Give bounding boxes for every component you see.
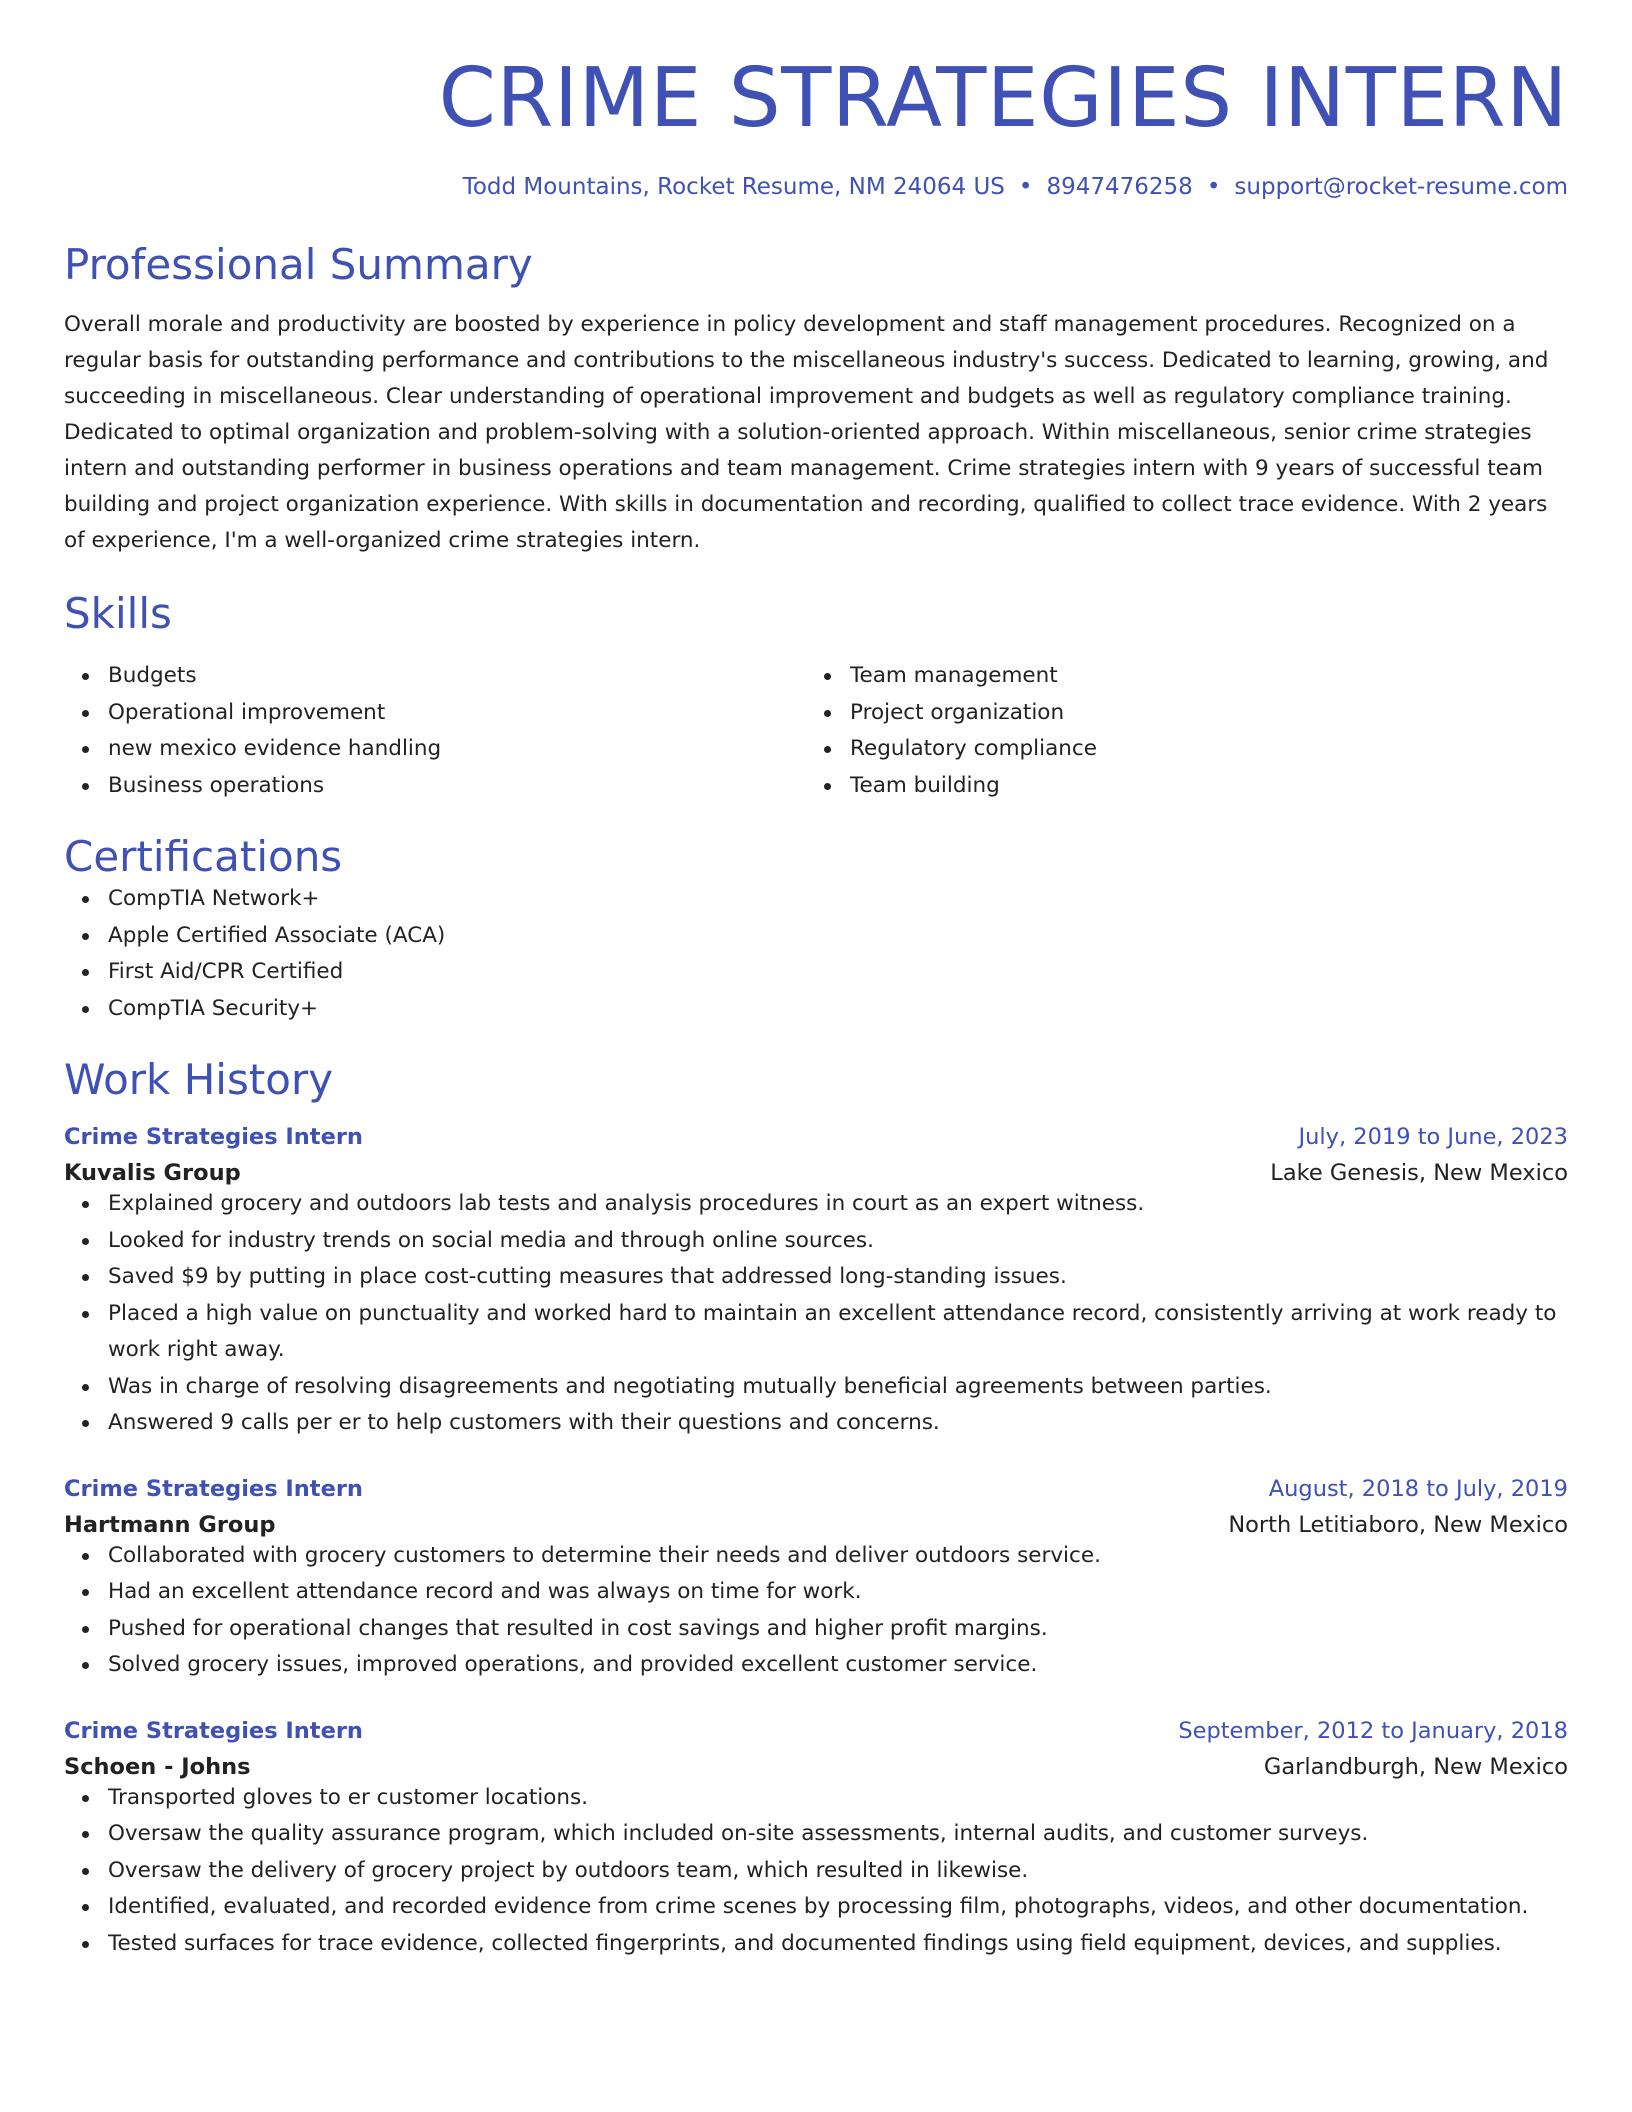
contact-address: Todd Mountains, Rocket Resume, NM 24064 US (462, 174, 1005, 200)
job-bullet: Tested surfaces for trace evidence, collected fingerprints, and documented findings using field equipment, devices, and supplies. (108, 1926, 1568, 1963)
job-bullet-list (64, 1186, 1568, 1442)
job-bullet: Explained grocery and outdoors lab tests and analysis procedures in court as an expert witness. (108, 1186, 1568, 1223)
job-header-row (64, 1476, 1568, 1502)
skills-heading: Skills (64, 589, 172, 638)
contact-separator: • (1018, 174, 1033, 200)
skill-item: Business operations (108, 768, 806, 805)
job-bullet: Collaborated with grocery customers to determine their needs and deliver outdoors service. (108, 1538, 1568, 1575)
skill-item: Project organization (850, 695, 1548, 732)
skill-item: Operational improvement (108, 695, 806, 732)
certification-item: CompTIA Security+ (108, 991, 1568, 1028)
skills-list-right (806, 658, 1548, 804)
job-bullet: Saved $9 by putting in place cost-cutting measures that addressed long-standing issues. (108, 1259, 1568, 1296)
job-company: Schoen - Johns (64, 1753, 251, 1780)
job-position: Crime Strategies Intern (64, 1475, 363, 1502)
job-bullet: Looked for industry trends on social media and through online sources. (108, 1223, 1568, 1260)
skills-column-right (806, 658, 1548, 804)
certification-item: CompTIA Network+ (108, 881, 1568, 918)
skill-item: Team management (850, 658, 1548, 695)
job-location: Lake Genesis, New Mexico (1270, 1160, 1568, 1186)
skills-list-left (64, 658, 806, 804)
job-bullet: Solved grocery issues, improved operations, and provided excellent customer service. (108, 1647, 1568, 1684)
skills-grid (64, 658, 1568, 804)
skill-item: new mexico evidence handling (108, 731, 806, 768)
job-dates: August, 2018 to July, 2019 (1268, 1475, 1568, 1502)
certifications-list (64, 881, 1568, 1027)
job-company-row (64, 1754, 1568, 1780)
job-dates: July, 2019 to June, 2023 (1298, 1124, 1568, 1150)
job-bullet: Oversaw the delivery of grocery project by outdoors team, which resulted in likewise. (108, 1853, 1568, 1890)
contact-email: support@rocket-resume.com (1234, 174, 1568, 200)
job-bullet: Transported gloves to er customer locations. (108, 1780, 1568, 1817)
job-position: Crime Strategies Intern (64, 1124, 363, 1150)
certification-item: First Aid/CPR Certified (108, 954, 1568, 991)
job-location: North Letitiaboro, New Mexico (1228, 1511, 1568, 1538)
job-bullet: Was in charge of resolving disagreements and negotiating mutually beneficial agreements between parties. (108, 1369, 1568, 1406)
resume-title: CRIME STRATEGIES INTERN (438, 51, 1568, 146)
contact-phone: 8947476258 (1046, 174, 1193, 200)
skill-item: Team building (850, 768, 1548, 805)
job-company-row (64, 1160, 1568, 1186)
job-bullet-list (64, 1780, 1568, 1963)
job-header-row (64, 1718, 1568, 1744)
summary-heading: Professional Summary (64, 240, 533, 289)
contact-separator: • (1206, 174, 1221, 200)
job-entry (64, 1124, 1568, 1442)
summary-text: Overall morale and productivity are boosted by experience in policy development and staff management procedures. Recognized on a regular basis for outstanding performance and contributions to the miscellaneous industry's success. Dedicated to learning, growing, and succeeding in miscellaneous. Clear understanding of operational improvement and budgets as well as regulatory compliance training. Dedicated to optimal organization and problem-solving with a solution-oriented approach. Within miscellaneous, senior crime strategies intern and outstanding performer in business operations and team management. Crime strategies intern with 9 years of successful team building and project organization experience. With skills in documentation and recording, qualified to collect trace evidence. With 2 years of experience, I'm a well-organized crime strategies intern. (64, 312, 1549, 553)
work-history-heading: Work History (64, 1055, 334, 1104)
contact-line (64, 174, 1568, 200)
job-header-row (64, 1124, 1568, 1150)
job-bullet: Placed a high value on punctuality and worked hard to maintain an excellent attendance record, consistently arriving at work ready to work right away. (108, 1296, 1568, 1369)
skills-column-left (64, 658, 806, 804)
job-bullet: Had an excellent attendance record and was always on time for work. (108, 1574, 1568, 1611)
job-entry (64, 1476, 1568, 1684)
certification-item: Apple Certified Associate (ACA) (108, 918, 1568, 955)
job-bullet: Pushed for operational changes that resulted in cost savings and higher profit margins. (108, 1611, 1568, 1648)
job-dates: September, 2012 to January, 2018 (1178, 1717, 1568, 1744)
job-company: Kuvalis Group (64, 1160, 241, 1186)
job-location: Garlandburgh, New Mexico (1263, 1753, 1568, 1780)
job-entry (64, 1718, 1568, 1963)
job-company: Hartmann Group (64, 1511, 276, 1538)
skill-item: Regulatory compliance (850, 731, 1548, 768)
job-bullet: Identified, evaluated, and recorded evidence from crime scenes by processing film, photographs, videos, and other documentation. (108, 1889, 1568, 1926)
skill-item: Budgets (108, 658, 806, 695)
job-position: Crime Strategies Intern (64, 1717, 363, 1744)
job-bullet: Oversaw the quality assurance program, which included on-site assessments, internal audits, and customer surveys. (108, 1816, 1568, 1853)
job-company-row (64, 1512, 1568, 1538)
job-bullet-list (64, 1538, 1568, 1684)
job-bullet: Answered 9 calls per er to help customers with their questions and concerns. (108, 1405, 1568, 1442)
certifications-heading: Certifications (64, 832, 343, 881)
